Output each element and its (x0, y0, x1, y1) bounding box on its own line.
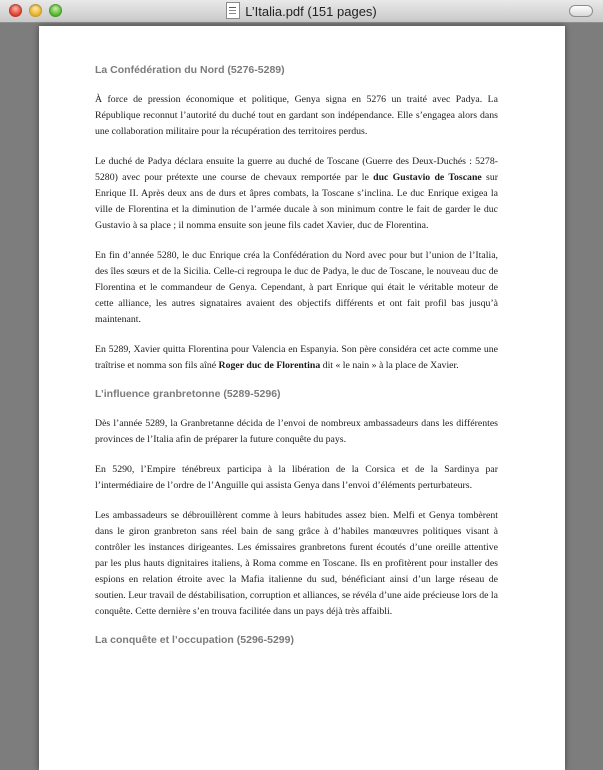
paragraph: Dès l’année 5289, la Granbretanne décida de l’envoi de nombreux ambassadeurs dans les différentes provinces de l’Italia afin de préparer la future conquête du pays. (95, 418, 498, 445)
toolbar-toggle-button[interactable] (569, 5, 593, 17)
window-title-area (0, 2, 603, 21)
paragraph: En 5290, l’Empire ténébreux participa à la libération de la Corsica et de la Sardinya par l’intermédiaire de l’ordre de l’Anguille qui assista Genya dans l’envoi d’éléments perturbateurs. (95, 464, 498, 491)
title-bar[interactable] (0, 0, 603, 23)
paragraph: À force de pression économique et politique, Genya signa en 5276 un traité avec Padya. La République reconnut l’autorité du duché tout en gardant son indépendance. Elle s’engagea alors dans une collaboration militaire pour la récupération des territoires perdus. (95, 94, 498, 137)
page-content (95, 64, 498, 662)
paragraph (95, 342, 498, 374)
paragraph-text: Le duché de Padya déclara ensuite la guerre au duché de Toscane (Guerre des Deux-Duchés : 5278-5280) avec pour prétexte une course de chevaux remportée par le (95, 156, 498, 183)
bold-name: Roger duc de Florentina (218, 360, 321, 371)
window-title: L’Italia.pdf (151 pages) (245, 4, 377, 19)
section-heading: La conquête et l’occupation (5296-5299) (95, 634, 294, 646)
pdf-page (39, 26, 565, 770)
bold-name: duc Gustavio de Toscane (373, 172, 482, 183)
paragraph (95, 154, 498, 234)
paragraph: En fin d’année 5280, le duc Enrique créa la Confédération du Nord avec pour but l’union de l’Italia, des îles sœurs et de la Sicilia. Celle-ci regroupa le duc de Padya, le duc de Toscane, le nouveau duc de Florentina et le commandeur de Genya. Cependant, à part Enrique qui était le véritable moteur de cette alliance, les autres signataires avaient des objectifs différents et ont fait profil bas jusqu’à maintenant. (95, 250, 498, 325)
pdf-document-icon[interactable] (226, 2, 240, 19)
paragraph-text: En 5289, Xavier quitta Florentina pour Valencia en Espanyia. Son père considéra cet acte comme une traîtrise et nomma son fils aîné (95, 344, 498, 371)
paragraph-text: sur Enrique II. Après deux ans de durs et âpres combats, la Toscane s’inclina. Le duc Enrique exigea la ville de Florentina et la diminution de l’armée ducale à son minimum contre le fait de garder le duc Gustavio à sa place ; il nomma ensuite son jeune fils cadet Xavier, duc de Florentina. (95, 172, 498, 231)
paragraph-text: dit « le nain » à la place de Xavier. (320, 360, 459, 371)
section-heading: L’influence granbretonne (5289-5296) (95, 388, 281, 400)
section-heading: La Confédération du Nord (5276-5289) (95, 64, 285, 76)
paragraph: Les ambassadeurs se débrouillèrent comme à leurs habitudes assez bien. Melfi et Genya tombèrent dans le giron granbreton sans réel bain de sang grâce à d’habiles manœuvres politiques visant à contrôler les instances dirigeantes. Les émissaires granbretons furent écoutés d’une oreille attentive par les plus hauts dignitaires italiens, à Roma comme en Toscane. Ils en profitèrent pour installer des espions en relation étroite avec la Mafia italienne du sud, bénéficiant ainsi d’un large réseau de soutien. Leur travail de déstabilisation, corruption et alliances, se révéla d’une aide précieuse lors de la conquête. Cette dernière s’en trouva facilitée dans un pays déjà très affaibli. (95, 510, 498, 617)
